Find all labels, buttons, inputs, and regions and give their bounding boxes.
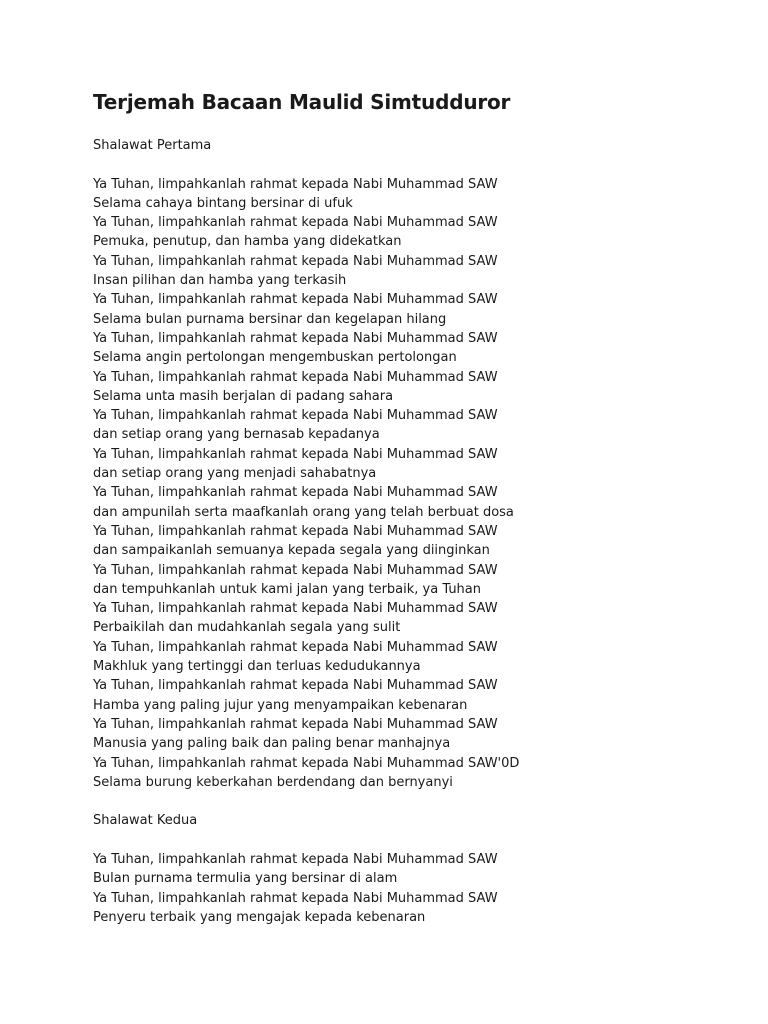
verse-line: Ya Tuhan, limpahkanlah rahmat kepada Nabi Muhammad SAW bbox=[93, 601, 498, 617]
blank-line bbox=[93, 155, 733, 174]
verse-line: Hamba yang paling jujur yang menyampaikan kebenaran bbox=[93, 697, 468, 713]
verse-line: Ya Tuhan, limpahkanlah rahmat kepada Nabi Muhammad SAW bbox=[93, 253, 498, 269]
verse-line: Selama bulan purnama bersinar dan kegelapan hilang bbox=[93, 311, 447, 327]
verse-line: Ya Tuhan, limpahkanlah rahmat kepada Nabi Muhammad SAW bbox=[93, 523, 498, 539]
section-heading: Shalawat Pertama bbox=[93, 138, 212, 153]
verse-line: dan sampaikanlah semuanya kepada segala yang diinginkan bbox=[93, 543, 490, 559]
verse-line: Ya Tuhan, limpahkanlah rahmat kepada Nabi Muhammad SAW bbox=[93, 408, 498, 424]
verse-line: Ya Tuhan, limpahkanlah rahmat kepada Nabi Muhammad SAW bbox=[93, 176, 498, 192]
verse-line: Ya Tuhan, limpahkanlah rahmat kepada Nabi Muhammad SAW bbox=[93, 215, 498, 231]
verse-line: Penyeru terbaik yang mengajak kepada kebenaran bbox=[93, 909, 426, 925]
verse-line: dan setiap orang yang menjadi sahabatnya bbox=[93, 466, 377, 482]
verse-line: Selama burung keberkahan berdendang dan bernyanyi bbox=[93, 774, 453, 790]
verse-line: dan setiap orang yang bernasab kepadanya bbox=[93, 427, 380, 443]
verse-line: Selama cahaya bintang bersinar di ufuk bbox=[93, 195, 353, 211]
verse-line: Pemuka, penutup, dan hamba yang didekatkan bbox=[93, 234, 402, 250]
verse-line: Insan pilihan dan hamba yang terkasih bbox=[93, 273, 347, 289]
document-page bbox=[93, 88, 733, 927]
verse-line: Selama unta masih berjalan di padang sahara bbox=[93, 388, 394, 404]
verse-line: Ya Tuhan, limpahkanlah rahmat kepada Nabi Muhammad SAW bbox=[93, 716, 498, 732]
verse-line: Manusia yang paling baik dan paling benar manhajnya bbox=[93, 736, 451, 752]
verse-line: Makhluk yang tertinggi dan terluas kedudukannya bbox=[93, 659, 421, 675]
verse-line: Selama angin pertolongan mengembuskan pertolongan bbox=[93, 350, 457, 366]
verse-line: Ya Tuhan, limpahkanlah rahmat kepada Nabi Muhammad SAW bbox=[93, 446, 498, 462]
document-title: Terjemah Bacaan Maulid Simtudduror bbox=[93, 90, 511, 114]
verse-line: Ya Tuhan, limpahkanlah rahmat kepada Nabi Muhammad SAW bbox=[93, 851, 498, 867]
section-shalawat-pertama bbox=[93, 136, 733, 792]
verse-line: dan ampunilah serta maafkanlah orang yang telah berbuat dosa bbox=[93, 504, 514, 520]
verse-line: Ya Tuhan, limpahkanlah rahmat kepada Nabi Muhammad SAW bbox=[93, 562, 498, 578]
verse-line: Ya Tuhan, limpahkanlah rahmat kepada Nabi Muhammad SAW'0D bbox=[93, 755, 520, 771]
section-heading: Shalawat Kedua bbox=[93, 813, 198, 829]
verse-line: Ya Tuhan, limpahkanlah rahmat kepada Nabi Muhammad SAW bbox=[93, 330, 498, 346]
verse-line: Perbaikilah dan mudahkanlah segala yang sulit bbox=[93, 620, 401, 636]
verse-line: Bulan purnama termulia yang bersinar di alam bbox=[93, 871, 398, 887]
verse-list bbox=[93, 850, 733, 927]
verse-line: Ya Tuhan, limpahkanlah rahmat kepada Nabi Muhammad SAW bbox=[93, 369, 498, 385]
verse-line: Ya Tuhan, limpahkanlah rahmat kepada Nabi Muhammad SAW bbox=[93, 485, 498, 501]
verse-line: dan tempuhkanlah untuk kami jalan yang terbaik, ya Tuhan bbox=[93, 581, 482, 597]
verse-line: Ya Tuhan, limpahkanlah rahmat kepada Nabi Muhammad SAW bbox=[93, 292, 498, 308]
verse-line: Ya Tuhan, limpahkanlah rahmat kepada Nabi Muhammad SAW bbox=[93, 890, 498, 906]
blank-line bbox=[93, 792, 733, 811]
section-shalawat-kedua bbox=[93, 811, 733, 927]
verse-line: Ya Tuhan, limpahkanlah rahmat kepada Nabi Muhammad SAW bbox=[93, 678, 498, 694]
blank-line bbox=[93, 831, 733, 850]
verse-line: Ya Tuhan, limpahkanlah rahmat kepada Nabi Muhammad SAW bbox=[93, 639, 498, 655]
verse-list bbox=[93, 175, 733, 793]
